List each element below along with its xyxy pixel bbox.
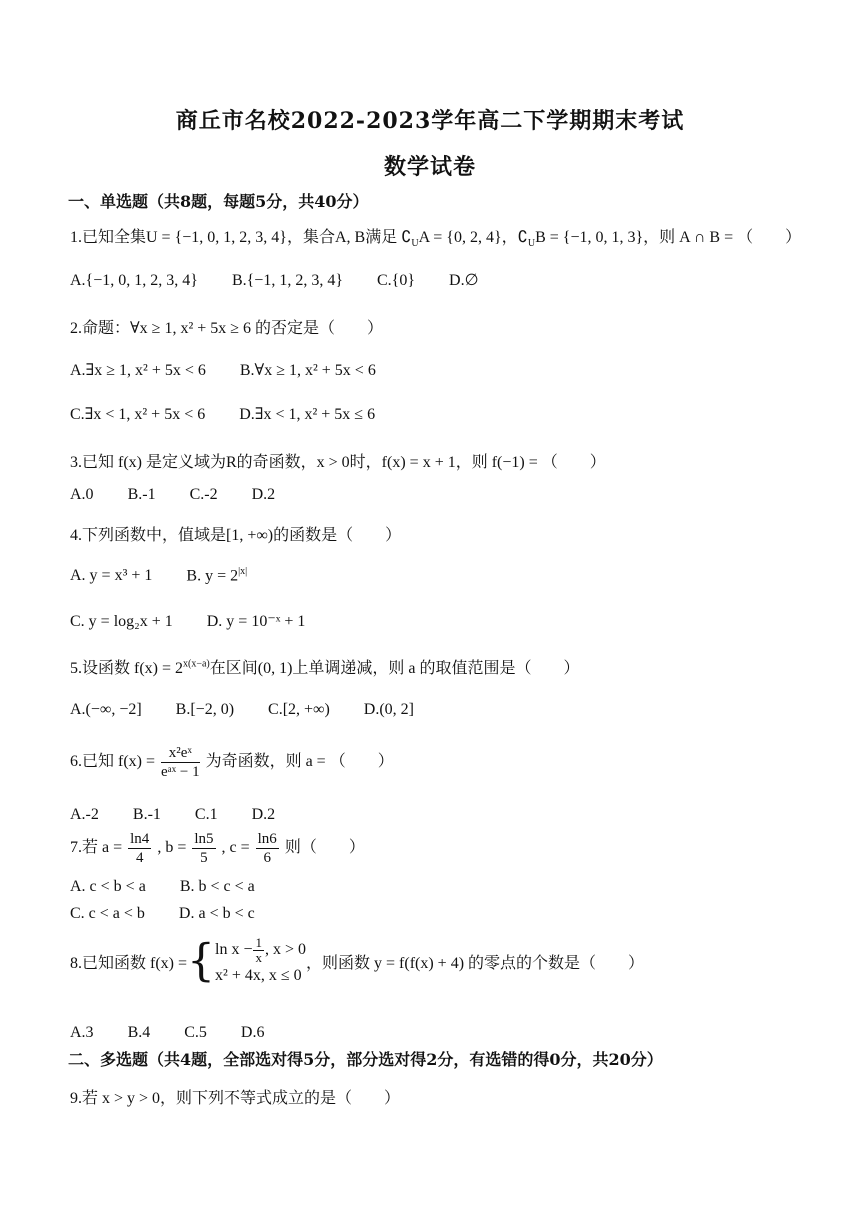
q3-option-a[interactable]: A.0 bbox=[70, 486, 94, 503]
q6-stem-part1: 6.已知 f(x) = bbox=[70, 753, 156, 771]
q8-option-c[interactable]: C.5 bbox=[184, 1024, 207, 1041]
q8-option-b[interactable]: B.4 bbox=[127, 1024, 151, 1041]
q7-sep-c: , c = bbox=[221, 839, 250, 857]
q7-numerator-c: ln6 bbox=[257, 831, 277, 847]
q5-option-c[interactable]: C.[2, +∞) bbox=[268, 701, 330, 718]
q8-case1-part1: ln x − bbox=[215, 941, 253, 959]
question-1-stem bbox=[70, 224, 801, 249]
q7-suffix: 则（ ） bbox=[284, 839, 365, 857]
q1-stem-part4: B = {−1, 0, 1, 3}，则 A ∩ B = （ ） bbox=[535, 229, 802, 246]
exam-title: 商丘市名校2022-2023学年高二下学期期末考试 bbox=[175, 108, 685, 134]
q6-denominator: eᵃˣ − 1 bbox=[161, 764, 200, 780]
q2-option-d[interactable]: D.∃x < 1, x² + 5x ≤ 6 bbox=[239, 406, 376, 423]
q1-option-d[interactable]: D.∅ bbox=[449, 272, 479, 289]
q3-option-c[interactable]: C.-2 bbox=[189, 486, 218, 503]
q2-option-a[interactable]: A.∃x ≥ 1, x² + 5x < 6 bbox=[70, 362, 206, 379]
question-5-stem bbox=[70, 655, 580, 678]
q4-option-a[interactable]: A. y = x³ + 1 bbox=[70, 567, 153, 585]
q1-stem-part1: 1.已知全集U = {−1, 0, 1, 2, 3, 4}，集合A, B满足 ∁ bbox=[70, 229, 412, 246]
q6-option-c[interactable]: C.1 bbox=[194, 806, 218, 823]
q8-case-1 bbox=[215, 936, 306, 965]
question-7-options-row1 bbox=[70, 878, 289, 896]
q7-sep-b: , b = bbox=[157, 839, 187, 857]
q1-stem-part3: ∁ bbox=[517, 229, 528, 246]
q7-option-d[interactable]: D. a < b < c bbox=[178, 905, 255, 922]
question-3-options bbox=[70, 486, 309, 504]
q5-option-d[interactable]: D.(0, 2] bbox=[363, 701, 415, 718]
q7-denominator-c: 6 bbox=[263, 850, 271, 866]
question-1-options bbox=[70, 270, 513, 290]
q4-option-b[interactable] bbox=[186, 566, 247, 585]
q4-option-b-base: B. y = 2 bbox=[186, 567, 239, 585]
question-6-options bbox=[70, 806, 309, 824]
q8-option-a[interactable]: A.3 bbox=[70, 1024, 94, 1041]
q7-fraction-c bbox=[256, 830, 279, 867]
q8-suffix: ，则函数 y = f(f(x) + 4) 的零点的个数是（ ） bbox=[306, 955, 645, 972]
q1-stem-part2: A = {0, 2, 4}， bbox=[418, 229, 518, 246]
q8-case1-fraction bbox=[253, 936, 264, 965]
q6-numerator: x²eˣ bbox=[161, 744, 200, 763]
q3-option-d[interactable]: D.2 bbox=[251, 486, 276, 503]
question-4-options-row1 bbox=[70, 566, 281, 585]
q5-stem-part1: 5.设函数 f(x) = 2 bbox=[70, 660, 184, 677]
q7-prefix: 7.若 a = bbox=[70, 839, 123, 857]
q8-case1-part2: , x > 0 bbox=[264, 941, 307, 959]
q8-piecewise bbox=[215, 936, 306, 987]
q1-sub-u-1: U bbox=[411, 238, 419, 250]
q4-option-b-exponent: |x| bbox=[238, 566, 248, 577]
q7-denominator-a: 4 bbox=[135, 850, 144, 866]
question-4-options-row2 bbox=[70, 611, 339, 631]
question-6-stem bbox=[70, 744, 394, 781]
q6-stem-part2: 为奇函数，则 a = （ ） bbox=[205, 753, 394, 771]
question-3-stem: 3.已知 f(x) 是定义域为R的奇函数，x > 0时，f(x) = x + 1，则 f(−1) = （ ） bbox=[70, 454, 606, 471]
q1-option-a[interactable]: A.{−1, 0, 1, 2, 3, 4} bbox=[70, 272, 198, 289]
q6-option-a[interactable]: A.-2 bbox=[70, 806, 99, 823]
q8-case1-numerator: 1 bbox=[255, 935, 262, 950]
question-2-stem: 2.命题：∀x ≥ 1, x² + 5x ≥ 6 的否定是（ ） bbox=[70, 320, 384, 337]
q7-numerator-b: ln5 bbox=[194, 831, 214, 847]
q5-exponent: x(x−a) bbox=[183, 658, 210, 670]
exam-subtitle: 数学试卷 bbox=[383, 154, 476, 180]
q8-case1-denominator: x bbox=[255, 950, 262, 965]
q7-fraction-a bbox=[128, 830, 151, 867]
question-7-options-row2 bbox=[70, 905, 289, 923]
q7-option-c[interactable]: C. c < a < b bbox=[70, 905, 145, 922]
q2-option-b[interactable]: B.∀x ≥ 1, x² + 5x < 6 bbox=[239, 362, 376, 379]
q7-fraction-b bbox=[192, 830, 215, 867]
question-9-stem: 9.若 x > y > 0，则下列不等式成立的是（ ） bbox=[70, 1090, 401, 1107]
q6-option-d[interactable]: D.2 bbox=[251, 806, 276, 823]
q8-prefix: 8.已知函数 f(x) = bbox=[70, 955, 188, 972]
q4-option-c[interactable]: C. y = log₂x + 1 bbox=[70, 613, 173, 630]
section-multi-choice: 二、多选题（共4题，全部选对得5分，部分选对得2分，有选错的得0分，共20分） bbox=[68, 1050, 663, 1069]
q5-stem-part2: 在区间(0, 1)上单调递减，则 a 的取值范围是（ ） bbox=[209, 660, 580, 677]
q8-case-2: x² + 4x, x ≤ 0 bbox=[215, 967, 302, 984]
question-4-stem: 4.下列函数中，值域是[1, +∞)的函数是（ ） bbox=[70, 527, 402, 544]
q2-option-c[interactable]: C.∃x < 1, x² + 5x < 6 bbox=[70, 406, 206, 423]
q7-numerator-a: ln4 bbox=[130, 831, 150, 847]
q8-option-d[interactable]: D.6 bbox=[240, 1024, 265, 1041]
q3-option-b[interactable]: B.-1 bbox=[127, 486, 156, 503]
q1-option-b[interactable]: B.{−1, 1, 2, 3, 4} bbox=[231, 272, 343, 289]
question-2-options-row2 bbox=[70, 404, 409, 424]
q1-option-c[interactable]: C.{0} bbox=[377, 272, 416, 289]
q4-option-d[interactable]: D. y = 10⁻ˣ + 1 bbox=[206, 613, 306, 630]
q7-option-a[interactable]: A. c < b < a bbox=[70, 878, 146, 895]
question-8-stem bbox=[70, 936, 644, 987]
q7-option-b[interactable]: B. b < c < a bbox=[179, 878, 255, 895]
question-8-options bbox=[70, 1024, 298, 1042]
q8-left-brace: { bbox=[187, 935, 216, 987]
section-single-choice: 一、单选题（共8题，每题5分，共40分） bbox=[68, 192, 369, 211]
question-5-options bbox=[70, 701, 448, 719]
q5-option-a[interactable]: A.(−∞, −2] bbox=[70, 701, 142, 718]
question-2-options-row1 bbox=[70, 360, 410, 380]
question-7-stem bbox=[70, 830, 365, 867]
q5-option-b[interactable]: B.[−2, 0) bbox=[175, 701, 235, 718]
q7-denominator-b: 5 bbox=[200, 850, 208, 866]
q6-option-b[interactable]: B.-1 bbox=[132, 806, 161, 823]
q6-fraction bbox=[161, 744, 200, 781]
q1-sub-u-2: U bbox=[527, 238, 536, 250]
